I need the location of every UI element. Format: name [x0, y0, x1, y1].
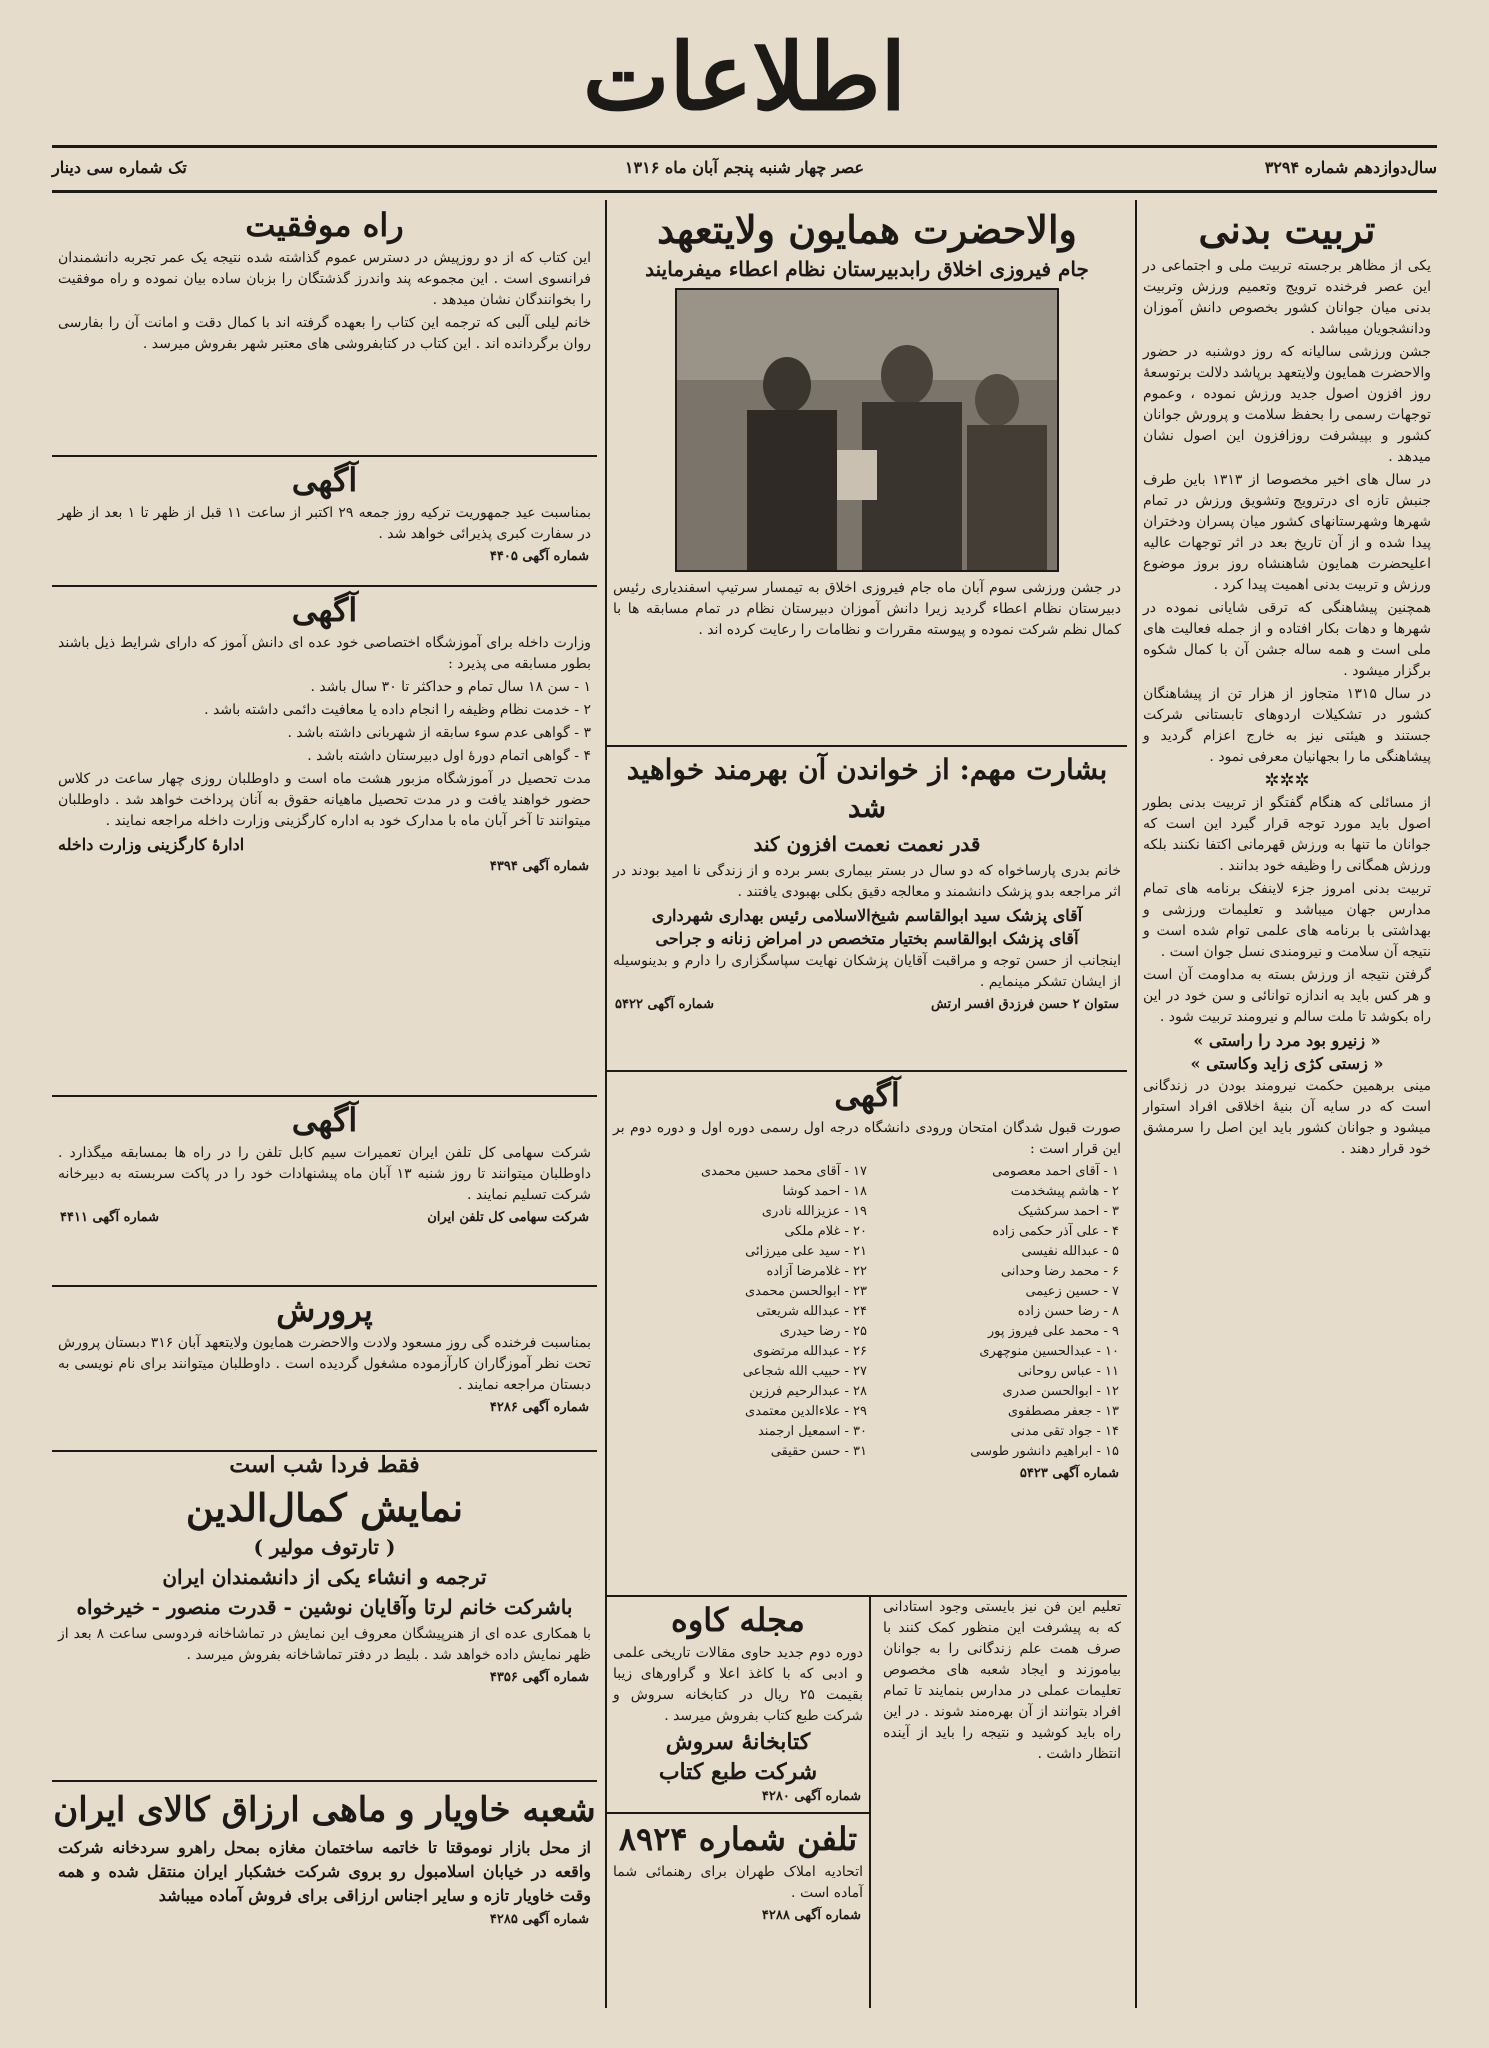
ad-footer — [52, 549, 597, 564]
phone-body: اتحادیه املاک طهران برای رهنمائی شما آماده است . — [613, 1864, 863, 1901]
article-title: تربیت بدنی — [1198, 207, 1376, 252]
caviar-body: از محل بازار نوموقتا تا خاتمه ساختمان مغازه بمحل راهرو سردخانه شرکت واقعه در خیابان اسلامبول رو بروی شرکت خشکبار ایران منتقل شده و همه وقت خاویار تازه و سایر اجناس ارزاقی برای فروش آماده میباشد — [58, 1838, 591, 1905]
list-item: ۱۳ - جعفر مصطفوی — [1007, 1404, 1119, 1419]
phone-ref: شماره آگهی ۴۲۸۸ — [761, 1908, 861, 1923]
list-item: ۲۰ - غلام ملکی — [784, 1224, 867, 1239]
name-list-column-a — [867, 1162, 1119, 1462]
ad-signature: شرکت سهامی کل تلفن ایران — [427, 1210, 589, 1225]
parvaresh-body: بمناسبت فرخنده گی روز مسعود ولادت والاحضرت همایون ولایتعهد آبان ۳۱۶ دبستان پرورش تحت نظر آموزگاران کارآزموده مشغول گردیده است . داوطلبان میتوانند برای نام نویسی به دبستان مراجعه نمایند . — [58, 1335, 592, 1393]
asterisk-divider: ✲✲✲ — [1264, 770, 1310, 791]
ad-turkish-embassy — [52, 455, 597, 587]
issue-price: تک شماره سی دینار — [52, 158, 187, 177]
list-item: ۲ - هاشم پیشخدمت — [1010, 1184, 1119, 1199]
verse-line: « زنیرو بود مرد را راستی » — [1193, 1031, 1381, 1050]
list-item: ۴ - علی آذر حکمی زاده — [992, 1224, 1119, 1239]
ad-interior-ministry — [52, 585, 597, 1097]
essay-text: تعلیم این فن نیز بایستی وجود استادانی که به پیشرفت این منظور کمک کنند با صرف همت علم زندگانی را به جوانان بیاموزند و ایجاد شعبه های مخصوص تعلیمات عملی در مدارس بنمایند تا تمام افراد بتوانند از آن بهره‌مند شوند . در این راه باید کوشید و نتیجه را باید از آینده انتظار داشت . — [883, 1599, 1121, 1762]
list-item: ۲۴ - عبدالله شریعتی — [756, 1304, 867, 1319]
play-body: با همکاری عده ای از هنرپیشگان معروف این نمایش در تماشاخانه فردوسی ساعت ۸ بعد از ظهر نمایش داده خواهد شد . بلیط در دفتر تماشاخانه بفروش میرسد . — [58, 1626, 591, 1663]
ad-ref: شماره آگهی ۴۳۵۶ — [489, 1670, 589, 1685]
notice-signature: ستوان ۲ حسن فرزدق افسر ارتش — [930, 997, 1119, 1012]
list-item: ۱۹ - عزیزالله نادری — [761, 1204, 867, 1219]
notice-doctor: آقای پزشک ابوالقاسم بختیار متخصص در امراض زنانه و جراحی — [655, 929, 1079, 948]
list-ref: شماره آگهی ۵۴۲۳ — [1019, 1466, 1119, 1481]
small-ads — [607, 1595, 871, 2008]
name-list-column-b — [615, 1162, 867, 1462]
list-item: ۱۱ - عباس روحانی — [1017, 1364, 1119, 1379]
ad-signature: ادارۀ کارگزینی وزارت داخله — [58, 835, 245, 854]
ad-condition: ۳ - گواهی عدم سوء سابقه از شهربانی داشته باشد . — [287, 725, 591, 741]
list-item: ۸ - رضا حسن زاده — [1017, 1304, 1119, 1319]
dateline — [52, 158, 1437, 184]
list-item: ۱۴ - جواد تقی مدنی — [1010, 1424, 1119, 1439]
ad-title: آگهی — [291, 461, 358, 499]
play-pre: فقط فردا شب است — [229, 1452, 420, 1478]
kaveh-footer — [607, 1789, 869, 1804]
article-paragraph: در سال ۱۳۱۵ متجاوز از هزار تن از پیشاهنگان کشور در تشکیلات اردوهای تابستانی شرکت جستند و هیئتی نیز به خارج اعزام گردید و پیشاهنگی ما را بجهانیان معرفی نمود . — [1143, 686, 1431, 765]
list-item: ۳۱ - حسن حقیقی — [770, 1444, 867, 1459]
ad-ref: شماره آگهی ۴۴۱۱ — [60, 1210, 160, 1225]
list-item: ۱۲ - ابوالحسن صدری — [1002, 1384, 1119, 1399]
parvaresh-title: پرورش — [276, 1291, 373, 1329]
masthead-title: اطلاعات — [582, 23, 907, 131]
ad-parvaresh-school — [52, 1285, 597, 1452]
kaveh-shop-2: شرکت طبع کتاب — [658, 1759, 818, 1785]
ceremony-photo-image — [677, 290, 1057, 570]
list-item: ۲۲ - غلامرضا آزاده — [766, 1264, 867, 1279]
kaveh-shop: کتابخانۀ سروش — [665, 1729, 811, 1755]
issue-number: سال‌دوازدهم شماره ۳۲۹۴ — [1264, 158, 1437, 177]
list-footer — [607, 1466, 1127, 1481]
ceremony-photo — [675, 288, 1059, 572]
article-paragraph: تربیت بدنی امروز جزء لاینفک برنامه های تمام مدارس جهان میباشد و تعلیمات ورزشی و بهداشتی با برنامه های علمی توام شده است و نتیجه آن سلامت و نیرومندی نسل جوان است . — [1143, 881, 1431, 960]
success-book — [52, 200, 597, 457]
notice-doctor: آقای پزشک سید ابوالقاسم شیخ‌الاسلامی رئیس بهداری شهرداری — [651, 906, 1083, 925]
list-item: ۲۱ - سید علی میرزائی — [745, 1244, 867, 1259]
ad-body: شرکت سهامی کل تلفن ایران تعمیرات سیم کابل تلفن را در راه ها بمسابقه میگذارد . داوطلبان میتوانند تا روز شنبه ۱۳ آبان ماه پیشنهادات خود را در پاکت سربسته به دبیرخانه شرکت تسلیم نمایند . — [58, 1145, 591, 1203]
phone-title: تلفن شماره ۸۹۲۴ — [618, 1820, 858, 1858]
ad-title: آگهی — [291, 1101, 358, 1139]
notice-body: خانم بدری پارساخواه که دو سال در بستر بیماری بسر برده و از زندگی نا امید بودند در اثر مراجعه بدو پزشک دانشمند و معالجه دقیق بکلی بهبودی یافتند . — [613, 863, 1121, 900]
column-left — [52, 200, 597, 2008]
dateline-rule — [52, 190, 1437, 193]
name-list — [607, 1162, 1127, 1462]
play-subtitle: ترجمه و انشاء یکی از دانشمندان ایران — [162, 1565, 487, 1589]
list-item: ۷ - حسین زعیمی — [1025, 1284, 1119, 1299]
ad-ref: شماره آگهی ۴۲۸۵ — [489, 1912, 589, 1927]
article-paragraph: از مسائلی که هنگام گفتگو از تربیت بدنی بطور اصول باید مورد توجه قرار گیرد این است که جوانان ما تنها به ورزش قهرمانی اکتفا نکنند بلکه ورزش همگانی را وظیفه خود بدانند . — [1143, 795, 1431, 874]
notice-footer — [607, 997, 1127, 1012]
list-item: ۶ - محمد رضا وحدانی — [1000, 1264, 1119, 1279]
caviar-title: شعبه خاویار و ماهی ارزاق کالای ایران — [53, 1790, 596, 1830]
ad-divider — [607, 1812, 869, 1814]
column-divider — [605, 200, 607, 2008]
list-item: ۲۷ - حبیب الله شجاعی — [742, 1364, 867, 1379]
list-item: ۹ - محمد علی فیروز پور — [987, 1324, 1119, 1339]
verse-line: « زستی کژی زاید وکاستی » — [1190, 1054, 1384, 1073]
article-paragraph: در سال های اخیر مخصوصا از ۱۳۱۳ باین طرف جنبش تازه ای درترویج وتشویق ورزش در تمام شهرها وشهرستانهای کشور میان پسران ودختران پیدا شده و از آن تاریخ بعد در اثر توجهات عالیه اعلیحضرت همایون شاهنشاه روز بروز موضوع ورزش و تربیت بدنی اهمیت پیدا کرد . — [1143, 472, 1431, 593]
kaveh-ref: شماره آگهی ۴۲۸۰ — [761, 1789, 861, 1804]
play-author: ( تارتوف مولیر ) — [253, 1535, 396, 1559]
notice-title: بشارت مهم: از خواندن آن بهرمند خواهید شد — [626, 753, 1108, 824]
article-paragraph: جشن ورزشی سالیانه که روز دوشنبه در حضور والاحضرت همایون ولایتعهد برپاشد دلالت برتوسعۀ روز افزون اصول جدید ورزش نموده ، وعموم توجهات رسمی را بحفظ سلامت و پرورش جوانان کشور و بپیشرفت روزافزون این اصول نشان میدهد . — [1143, 344, 1431, 465]
list-item: ۱۵ - ابراهیم دانشور طوسی — [970, 1444, 1119, 1459]
list-item: ۱۰ - عبدالحسین منوچهری — [979, 1344, 1119, 1359]
play-cast: باشرکت خانم لرتا وآقایان نوشین - قدرت منصور - خیرخواه — [76, 1595, 573, 1619]
ad-condition: ۱ - سن ۱۸ سال تمام و حداکثر تا ۳۰ سال باشد . — [310, 679, 591, 695]
ad-condition: ۴ - گواهی اتمام دورۀ اول دبیرستان داشته باشد . — [307, 748, 591, 764]
ad-ref: شماره آگهی ۴۳۹۴ — [489, 859, 589, 874]
notice-ref: شماره آگهی ۵۴۲۲ — [615, 997, 715, 1012]
ad-body: بمناسبت عید جمهوریت ترکیه روز جمعه ۲۹ اکتبر از ساعت ۱۱ قبل از ظهر تا ۱ بعد از ظهر در سفارت کبری پذیرائی خواهد شد . — [58, 505, 591, 542]
ad-telephone-company — [52, 1095, 597, 1287]
ad-ref: شماره آگهی ۴۴۰۵ — [489, 549, 589, 564]
photo-caption: در جشن ورزشی سوم آبان ماه جام فیروزی اخلاق به تیمسار سرتیپ اسفندیاری رئیس دبیرستان نظام اعطاء گردید زیرا دانش آموزان دبیرستان نظام در تمام مسابقه ها با کمال نظم شرکت نموده و پیوسته مقررات و نظامات را رعایت کرده اند . — [613, 580, 1121, 638]
lead-subtitle: جام فیروزی اخلاق رابدبیرستان نظام اعطاء میفرمایند — [645, 257, 1089, 281]
list-item: ۳۰ - اسمعیل ارجمند — [757, 1424, 867, 1439]
column-physical-education — [1137, 200, 1437, 2008]
list-item: ۵ - عبدالله نفیسی — [1021, 1244, 1119, 1259]
ad-footer — [52, 1400, 597, 1415]
column-middle — [607, 200, 1127, 2008]
list-item: ۳ - احمد سرکشیک — [1017, 1204, 1119, 1219]
ad-footer — [52, 859, 597, 874]
column-divider — [1135, 200, 1137, 2008]
list-item: ۱۸ - احمد کوشا — [782, 1184, 867, 1199]
essay-continuation — [877, 1595, 1127, 2008]
masthead — [0, 22, 1489, 132]
article-paragraph: یکی از مظاهر برجسته تربیت ملی و اجتماعی در این عصر فرخنده ترویج وتعمیم ورزش وتربیت بدنی میان جوانان کشور بخصوص دانش آموزان ودانشجویان میباشد . — [1143, 258, 1431, 337]
success-body: این کتاب که از دو روزپیش در دسترس عموم گذاشته شده نتیجه یک عمر تجربه دانشمندان فرانسوی است . این مجموعه پند واندرز گذشتگان را بزبان ساده بیان نموده و راه موفقیت را بخوانندگان نشان میدهد . — [58, 250, 591, 308]
phone-footer — [607, 1908, 869, 1923]
list-intro: صورت قبول شدگان امتحان ورودی دانشگاه درجه اول رسمی دوره اول و دوره دوم بر این قرار است : — [613, 1120, 1121, 1157]
ad-footer — [52, 1670, 597, 1685]
list-item: ۲۹ - علاء‌الدین معتمدی — [745, 1404, 867, 1419]
ad-ref: شماره آگهی ۴۲۸۶ — [489, 1400, 589, 1415]
notice-body: اینجانب از حسن توجه و مراقبت آقایان پزشکان نهایت سپاسگزاری را دارم و بدینوسیله از ایشان تشکر مینمایم . — [613, 953, 1121, 990]
success-body: خانم لیلی آلبی که ترجمه این کتاب را بعهده گرفته اند با کمال دقت و امانت آن را بفارسی روان برگردانده اند . این کتاب در کتابفروشی های معتبر شهر بفروش میرسد . — [58, 315, 591, 352]
kaveh-title: مجله کاوه — [671, 1601, 805, 1639]
list-title: آگهی — [834, 1076, 900, 1114]
ad-footer — [52, 1912, 597, 1927]
list-item: ۲۳ - ابوالحسن محمدی — [744, 1284, 867, 1299]
ad-title: آگهی — [291, 591, 358, 629]
ad-condition: ۲ - خدمت نظام وظیفه را انجام داده یا معافیت دائمی داشته باشد . — [204, 702, 591, 718]
admission-list — [607, 1070, 1127, 1597]
notice-subtitle: قدر نعمت نعمت افزون کند — [753, 832, 981, 856]
ad-body: وزارت داخله برای آموزشگاه اختصاصی خود عده ای دانش آموز که دارای شرایط ذیل باشند بطور مسابقه می پذیرد : — [58, 635, 591, 672]
ad-theatre — [52, 1450, 597, 1782]
list-item: ۲۸ - عبدالرحیم فرزین — [749, 1384, 867, 1399]
list-item: ۱۷ - آقای محمد حسین محمدی — [700, 1164, 867, 1179]
issue-date: عصر چهار شنبه پنجم آبان ماه ۱۳۱۶ — [624, 158, 865, 177]
lead-story — [607, 200, 1127, 747]
article-paragraph: مینی برهمین حکمت نیرومند بودن در زندگانی است که در سایه آن بنیۀ اخلاقی افراد استوار میشود و جوانان کشور باید این اصل را سرمشق خود قرار دهند . — [1143, 1078, 1431, 1157]
notice-announcement — [607, 745, 1127, 1072]
ad-footer — [52, 1210, 597, 1225]
list-item: ۲۵ - رضا حیدری — [779, 1324, 867, 1339]
list-item: ۱ - آقای احمد معصومی — [992, 1164, 1119, 1179]
ad-caviar — [52, 1780, 597, 2008]
masthead-rule — [52, 145, 1437, 148]
lead-title: والاحضرت همایون ولایتعهد — [657, 207, 1077, 252]
success-title: راه موفقیت — [245, 206, 404, 244]
list-item: ۲۶ - عبدالله مرتضوی — [752, 1344, 867, 1359]
article-paragraph: گرفتن نتیجه از ورزش بسته به مداومت آن است و هر کس باید به اندازه توانائی و سن خود در این راه بکوشد تا ملت سالم و نیرومند تربیت شود . — [1143, 967, 1431, 1025]
ad-body: مدت تحصیل در آموزشگاه مزبور هشت ماه است و داوطلبان روزی چهار ساعت در کلاس حضور خواهند یافت و در مدت تحصیل ماهیانه حقوق به آنان پرداخت خواهد شد . داوطلبان میتوانند تا آخر آبان ماه با مدارک خود به اداره کارگزینی وزارت داخله مراجعه نمایند . — [58, 771, 591, 829]
article-paragraph: همچنین پیشاهنگی که ترقی شایانی نموده در شهرها و دهات بکار افتاده و از جمله فعالیت های ملی است و همه ساله جشن آن با کمال شکوه برگزار میشود . — [1143, 600, 1431, 679]
kaveh-body: دوره دوم جدید حاوی مقالات تاریخی علمی و ادبی که با کاغذ اعلا و گراورهای زیبا بقیمت ۲۵ ریال در کتابخانه سروش و شرکت طبع کتاب بفروش میرسد . — [613, 1645, 863, 1724]
play-title: نمایش کمال‌الدین — [185, 1485, 464, 1530]
